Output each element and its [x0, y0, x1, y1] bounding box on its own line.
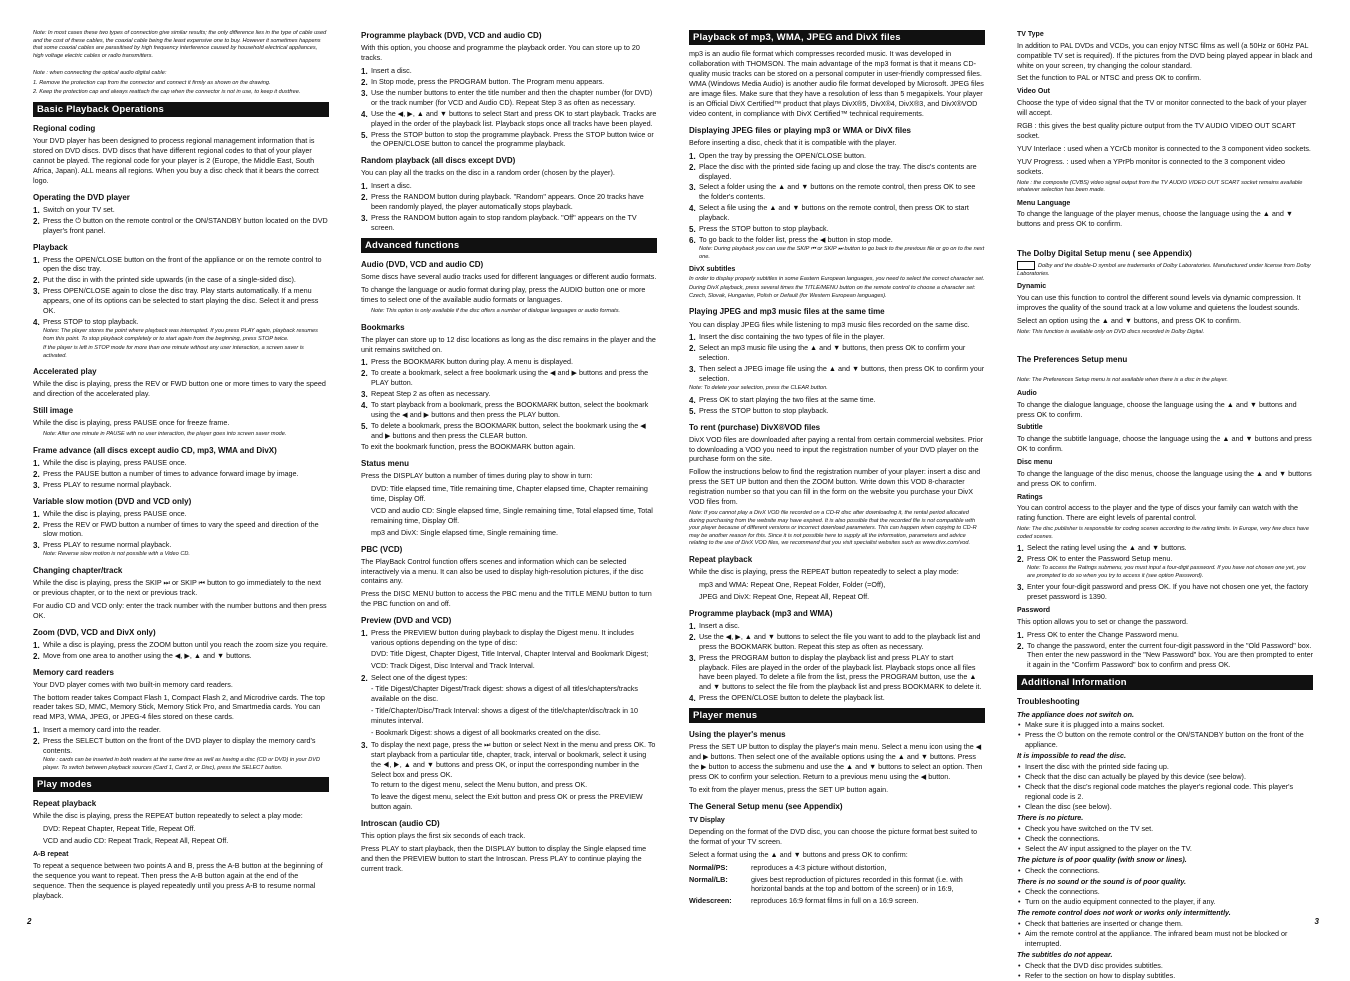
- list-item: 3. Use the number buttons to enter the title number and then the chapter number (for DVD) or the track number (for VCD and Audio CD). Repeat Step 3 as often as necessary.: [361, 88, 657, 108]
- solution: • Check that the disc's regional code matches the player's regional code. This player's regional code is 2.: [1017, 782, 1313, 802]
- list-item: 1. While a disc is playing, press the ZOOM button until you reach the zoom size you require.: [33, 640, 329, 650]
- tv-format-key: Widescreen:: [689, 896, 732, 906]
- list-item: 3. Press the PROGRAM button to display the playback list and press PLAY to start playback. Files are played in the order of the playback list. Playback stops once all files have been played. To delete a file from the list, press the PROGRAM button, use the ▲ and ▼ buttons to select the file from the playback list and press BOOKMARK to delete it.: [689, 653, 985, 693]
- heading-tv-type: TV Type: [1017, 31, 1044, 38]
- tv-format-value: reproduces a 4:3 picture without distortion,: [751, 862, 887, 872]
- heading-bookmarks: Bookmarks: [361, 322, 405, 332]
- solution: • Make sure it is plugged into a mains socket.: [1017, 720, 1313, 730]
- section-player-menus: Player menus: [689, 708, 985, 723]
- preview-type: - Title Digest/Chapter Digest/Track digest: shows a digest of all titles/chapters/tracks available on the disc.: [371, 684, 638, 703]
- heading-programme-mp3: Programme playback (mp3 and WMA): [689, 608, 833, 618]
- list-item: 1. Insert a disc.: [689, 621, 985, 631]
- heading-preferences: The Preferences Setup menu: [1017, 355, 1128, 365]
- list-item: 3. Press PLAY to resume normal playback.: [33, 480, 329, 490]
- note: Note: This function is available only on DVD discs recorded in Dolby Digital.: [1017, 328, 1205, 335]
- note: Note: To access the Ratings submenu, you must input a four-digit password. If you have not chosen one yet, you are prompted to do so when you try to access it (see option Password).: [1027, 565, 1306, 579]
- heading-disc-menu: Disc menu: [1017, 459, 1053, 467]
- heading-dolby: The Dolby Digital Setup menu ( see Appendix): [1017, 249, 1192, 259]
- para-using: To exit from the player menus, press the SET UP button again.: [689, 785, 889, 795]
- list-item: 1. Insert the disc containing the two types of file in the player.: [689, 332, 985, 342]
- para-password: This option allows you to set or change the password.: [1017, 616, 1188, 626]
- heading-ratings: Ratings: [1017, 493, 1043, 501]
- para-still: While the disc is playing, press PAUSE once for freeze frame.: [33, 418, 230, 428]
- status-vcd: VCD and audio CD: Single elapsed time, Single remaining time, Total elapsed time, Total remaining time, Display Off.: [371, 505, 653, 525]
- list-item: 4. Use the ◀, ▶, ▲ and ▼ buttons to select Start and press OK to start playback. Tracks are played in the order of the playback list. Playback stops once all tracks have been played.: [361, 109, 657, 129]
- para-ab-repeat: To repeat a sequence between two points A and B, press the A-B button at the beginning of the sequence you want to repeat. Then press the A-B button again at the end of the sequence. Then the sequence is played repeatedly until you press A-B to resume normal playback.: [33, 860, 323, 900]
- heading-rent: To rent (purchase) DivX®VOD files: [689, 422, 821, 432]
- problem: The remote control does not work or works only intermittently.: [1017, 908, 1231, 918]
- heading-menu-language: Menu Language: [1017, 199, 1071, 207]
- list-item: 4. Press STOP to stop playback.: [33, 317, 329, 327]
- heading-troubleshooting: Troubleshooting: [1017, 697, 1080, 707]
- repeat-vcd: VCD and audio CD: Repeat Track, Repeat All, Repeat Off.: [43, 836, 229, 846]
- para-rgb: RGB : this gives the best quality picture output from the TV AUDIO VIDEO OUT SCART socket.: [1017, 120, 1296, 140]
- para-bookmark-exit: To exit the bookmark function, press the BOOKMARK button again.: [361, 441, 576, 451]
- heading-subtitle: Subtitle: [1017, 424, 1043, 432]
- para-status: Press the DISPLAY button a number of times during play to show in turn:: [361, 470, 593, 480]
- heading-random: Random playback (all discs except DVD): [361, 156, 516, 166]
- para-pbc: Press the DISC MENU button to access the PBC menu and the TITLE MENU button to turn the PBC function on and off.: [361, 589, 652, 609]
- list-item: 3. Press PLAY to resume normal playback.: [33, 540, 329, 550]
- problem: It is impossible to read the disc.: [1017, 751, 1127, 761]
- column-2: [361, 30, 657, 877]
- solution: • Turn on the audio equipment connected to the player, if any.: [1017, 897, 1313, 907]
- para-tv-display: Depending on the format of the DVD disc, you can choose the picture format best suited to the format of your TV screen.: [689, 826, 978, 846]
- solution: • Refer to the section on how to display subtitles.: [1017, 971, 1313, 981]
- para-chapter: While the disc is playing, press the SKIP ⏭ or SKIP ⏮ button to go immediately to the next or previous chapter, or to the next or previous track.: [33, 577, 321, 597]
- para-audio: To change the language or audio format during play, press the AUDIO button one or more times to select one of the available audio formats or languages.: [361, 285, 646, 305]
- preview-return: To return to the digest menu, select the Menu button, and press OK.: [371, 780, 588, 790]
- list-item: 2. Press the REV or FWD button a number of times to vary the speed and direction of the slow motion.: [33, 520, 329, 540]
- para-pbc: The PlayBack Control function offers scenes and information which can be selected interactively via a menu. It can also be used to display high-resolution pictures, if the disc contains any.: [361, 556, 644, 586]
- list-item: 1. While the disc is playing, press PAUSE once.: [33, 509, 329, 519]
- solution: • Check that batteries are inserted or change them.: [1017, 919, 1313, 929]
- list-item: 4. Press OK to start playing the two files at the same time.: [689, 395, 985, 405]
- para-tv-display: Select a format using the ▲ and ▼ buttons and press OK to confirm:: [689, 849, 908, 859]
- para-ratings: You can control access to the player and the type of discs your family can watch with the rating function. There are eight levels of parental control.: [1017, 503, 1298, 523]
- para-repeat: While the disc is playing, press the REPEAT button repeatedly to select a play mode:: [33, 811, 303, 821]
- list-item: 1. Open the tray by pressing the OPEN/CLOSE button.: [689, 151, 985, 161]
- heading-audio: Audio (DVD, VCD and audio CD): [361, 260, 484, 270]
- problem: The picture is of poor quality (with snow or lines).: [1017, 854, 1187, 864]
- heading-accelerated: Accelerated play: [33, 367, 97, 377]
- list-item: 1. Insert a memory card into the reader.: [33, 725, 329, 735]
- para-using: Press the SET UP button to display the player's main menu. Select a menu icon using the ◀ and ▶ buttons. Then select one of the available options using the ▲ and ▼ buttons. Press the ▶ button to access the submenu and use the ▲ and ▼ buttons to select an option. Then press OK to confirm your selection. Return to a previous menu using the ◀ button.: [689, 742, 983, 782]
- note: During DivX playback, press several times the TITLE/MENU button on the remote control to choose a character set: Czech, Slovak, Hungarian, Polish or Default (for Western European languages).: [689, 285, 976, 299]
- optical-step: 2. Keep the protection cap and always reattach the cap when the connector is not in use, to keep it dustfree.: [33, 89, 301, 96]
- heading-tv-display: TV Display: [689, 817, 725, 825]
- heading-status: Status menu: [361, 458, 410, 468]
- para-memory: Your DVD player comes with two built-in memory card readers.: [33, 679, 233, 689]
- repeat-mp3: mp3 and WMA: Repeat One, Repeat Folder, Folder (=Off),: [699, 579, 886, 589]
- solution: • Check the connections.: [1017, 887, 1313, 897]
- para-repeat-mp3: While the disc is playing, press the REPEAT button repeatedly to select a play mode:: [689, 566, 959, 576]
- para-accelerated: While the disc is playing, press the REV or FWD button one or more times to vary the speed and direction of the accelerated play.: [33, 379, 326, 399]
- list-item: 5. Press the STOP button to stop playback.: [689, 406, 985, 416]
- heading-jpeg: Displaying JPEG files or playing mp3 or WMA or DivX files: [689, 125, 911, 135]
- list-item: 2. Press OK to enter the Password Setup menu.: [1017, 554, 1313, 564]
- note: In order to display properly subtitles in some Eastern European languages, you need to select the correct character set.: [689, 275, 985, 282]
- optical-step: 1. Remove the protection cap from the connector and connect it firmly as shown on the drawing.: [33, 79, 271, 86]
- heading-audio-pref: Audio: [1017, 389, 1037, 397]
- solution: • Press the ⏻ button on the remote control or the ON/STANDBY button on the front of the appliance.: [1017, 730, 1313, 750]
- heading-frame-advance: Frame advance (all discs except audio CD, mp3, WMA and DivX): [33, 445, 277, 455]
- note: Notes: The player stores the point where playback was interrupted. If you press PLAY again, playback resumes from this point. To stop playback completely or to start again from the beginning, press STOP twice.: [43, 328, 318, 342]
- list-item: 2. Use the ◀, ▶, ▲ and ▼ buttons to select the file you want to add to the playback list and press the BOOKMARK button. Repeat this step as often as necessary.: [689, 632, 985, 652]
- para-memory: The bottom reader takes Compact Flash 1, Compact Flash 2, and Microdrive cards. The top reader takes SD, MMC, Memory Stick, Memory Stick Pro, and Smartmedia cards. You can read MP3, WMA, JPEG, or JPEG-4 files stored on these cards.: [33, 692, 325, 722]
- para-random: You can play all the tracks on the disc in a random order (chosen by the player).: [361, 168, 615, 178]
- preview-vcd: VCD: Track Digest, Disc Interval and Track Interval.: [371, 661, 535, 671]
- column-4: [1017, 30, 1313, 981]
- list-item: 4. To start playback from a bookmark, press the BOOKMARK button, select the bookmark using the ◀ and ▶ buttons and then press the PLAY button.: [361, 400, 657, 420]
- note: Note : cards can be inserted in both readers at the same time as well as having a disc (CD or DVD) in your DVD player. To switch between playback sources (Card 1, Card 2, or Disc), press the SELECT button.: [43, 757, 321, 771]
- note: If the player is left in STOP mode for more than one minute without any user interaction, a screen saver is activated.: [43, 345, 304, 359]
- note: Note: This option is only available if the disc offers a number of dialogue languages or audio formats.: [371, 308, 621, 315]
- note: Note: The Preferences Setup menu is not available when there is a disc in the player.: [1017, 377, 1228, 384]
- list-item: 2. Put the disc in with the printed side upwards (in the case of a single-sided disc).: [33, 275, 329, 285]
- note: Note: After one minute in PAUSE with no user interaction, the player goes into screen saver mode.: [43, 431, 287, 438]
- list-item: 1. Press the BOOKMARK button during play. A menu is displayed.: [361, 357, 657, 367]
- para-chapter: For audio CD and VCD only: enter the track number with the number buttons and then press OK.: [33, 600, 327, 620]
- list-item: 1. Press the OPEN/CLOSE button on the front of the appliance or on the remote control to open the disc tray.: [33, 255, 329, 275]
- list-item: 5. Press the STOP button to stop the programme playback. Press the STOP button twice or the OPEN/CLOSE button to cancel the programme playback.: [361, 130, 657, 150]
- para-video-out: Choose the type of video signal that the TV or monitor connected to the back of your player will accept.: [1017, 98, 1307, 117]
- heading-repeat-mp3: Repeat playback: [689, 554, 753, 564]
- heading-ab-repeat: A-B repeat: [33, 851, 69, 859]
- solution: • Insert the disc with the printed side facing up.: [1017, 762, 1313, 772]
- para-dynamic: Select an option using the ▲ and ▼ buttons, and press OK to confirm.: [1017, 315, 1241, 325]
- heading-general-setup: The General Setup menu (see Appendix): [689, 802, 843, 812]
- page-number-right: 3: [1314, 917, 1319, 926]
- para-rent: DivX VOD files are downloaded after paying a rental from certain commercial websites. Prior to downloading a VOD you need to input the registration number of your DVD player on the purchase form on the site.: [689, 434, 984, 464]
- heading-using-menus: Using the player's menus: [689, 730, 786, 740]
- preview-leave: To leave the digest menu, select the Exit button and press OK or press the PREVIEW button again.: [371, 792, 643, 812]
- tv-format-value: reproduces 16:9 format films in full on a 16:9 screen.: [751, 896, 919, 906]
- problem: The subtitles do not appear.: [1017, 950, 1113, 960]
- page-number-left: 2: [27, 917, 32, 926]
- list-item: 1. Insert a disc.: [361, 66, 657, 76]
- para-regional: Your DVD player has been designed to process regional management information that is stored on DVD discs. DVD discs that have different regional codes to that of your player cannot be played. The regional code for your player is 2 (Europe, the Middle East, South Africa, Japan). ALL means all regions. When you buy a disc check that it bears the correct logo.: [33, 135, 319, 185]
- para-bookmarks: The player can store up to 12 disc locations as long as the disc remains in the player and the unit remains switched on.: [361, 334, 656, 354]
- note: Note : the composite (CVBS) video signal output from the TV AUDIO VIDEO OUT SCART socket remains available whatever selection has been made.: [1017, 179, 1303, 194]
- heading-slow-motion: Variable slow motion (DVD and VCD only): [33, 496, 192, 506]
- list-item: 1. Switch on your TV set.: [33, 205, 329, 215]
- solution: • Clean the disc (see below).: [1017, 802, 1313, 812]
- list-item: 4. Press the OPEN/CLOSE button to delete the playback list.: [689, 693, 985, 703]
- list-item: 1. Press OK to enter the Change Password menu.: [1017, 630, 1313, 640]
- para-menu-language: To change the language of the player menus, choose the language using the ▲ and ▼ buttons and press OK to confirm.: [1017, 209, 1293, 229]
- intro-note: Note: In most cases these two types of connection give similar results; the only difference lies in the type of cable used and the cost of these cables, the coaxial cable being the least expensive one to buy. However it sometimes happens that some coaxial cables are parasitised by high frequency interference caused by household electrical appliances, high voltage electric cables or radio transmitters.: [33, 30, 327, 59]
- para-programme: With this option, you choose and programme the playback order. You can store up to 20 tracks.: [361, 43, 640, 62]
- status-dvd: DVD: Title elapsed time, Title remaining time, Chapter elapsed time, Chapter remaining time, Display Off.: [371, 483, 648, 503]
- note: Note: The disc publisher is responsible for coding scenes according to the rating limits. In Europe, very few discs have coded scenes.: [1017, 526, 1309, 540]
- problem: There is no picture.: [1017, 812, 1084, 822]
- solution: • Check that the DVD disc provides subtitles.: [1017, 961, 1313, 971]
- para-audio: Some discs have several audio tracks used for different languages or different audio formats.: [361, 272, 657, 282]
- tv-format-key: Normal/LB:: [689, 874, 728, 884]
- heading-jpeg-mp3: Playing JPEG and mp3 music files at the same time: [689, 307, 885, 317]
- section-additional: Additional Information: [1017, 675, 1313, 690]
- status-mp3: mp3 and DivX: Single elapsed time, Single remaining time.: [371, 527, 558, 537]
- column-3: [689, 30, 985, 908]
- preview-dvd: DVD: Title Digest, Chapter Digest, Title Interval, Chapter Interval and Bookmark Digest;: [371, 649, 649, 659]
- list-item: 6. To go back to the folder list, press the ◀ button in stop mode.: [689, 235, 985, 245]
- list-item: 3. Then select a JPEG image file using the ▲ and ▼ buttons, then press OK to confirm your selection.: [689, 364, 985, 384]
- heading-regional: Regional coding: [33, 123, 96, 133]
- dolby-logo-icon: [1017, 261, 1035, 270]
- section-play-modes: Play modes: [33, 777, 329, 792]
- optical-note: Note : when connecting the optical audio digital cable:: [33, 70, 167, 77]
- tv-format-row: [689, 896, 985, 906]
- list-item: 3. Select a folder using the ▲ and ▼ buttons on the remote control, then press OK to see the folder's contents.: [689, 182, 985, 202]
- problem: The appliance does not switch on.: [1017, 709, 1135, 719]
- tv-format-key: Normal/PS:: [689, 862, 728, 872]
- heading-preview: Preview (DVD and VCD): [361, 616, 452, 626]
- para-tv-type: In addition to PAL DVDs and VCDs, you can enjoy NTSC films as well (a 50Hz or 60Hz PAL compatible TV set is required). If the pictures from the DVD being played appear in black and white on your screen, try changing the colour standard.: [1017, 40, 1313, 70]
- heading-programme: Programme playback (DVD, VCD and audio CD): [361, 31, 542, 40]
- para-mp3: mp3 is an audio file format which compresses recorded music. It was developed in collaboration with THOMSON. The main advantage of the mp3 format is that it means CD-quality music tracks can be stored on a personal computer in user-friendly compressed files. WMA (Windows Media Audio) is another audio file format developed by Microsoft. JPEG files are image files. Make sure that they have a resolution of less than 5 megapixels. Your player is an Official DivX Certified™ product that plays DivX®5, DivX®4, DivX®3, and DivX®VOD video content, in compliance with DivX Certified™ technical requirements.: [689, 49, 984, 118]
- para-introscan: This option plays the first six seconds of each track.: [361, 831, 526, 841]
- para-jpeg: Before inserting a disc, check that it is compatible with the player.: [689, 137, 897, 147]
- list-item: 3. Press the RANDOM button again to stop random playback. "Off" appears on the TV screen.: [361, 213, 657, 233]
- column-1: [33, 30, 329, 904]
- list-item: 3. Press OPEN/CLOSE again to close the disc tray. Play starts automatically. If a menu appears, one of its options can be selected to start playing the disc. Select it and press OK.: [33, 286, 329, 316]
- solution: • Select the AV input assigned to the player on the TV.: [1017, 844, 1313, 854]
- heading-zoom: Zoom (DVD, VCD and DivX only): [33, 627, 156, 637]
- list-item: 3. Enter your four-digit password and press OK. If you have not chosen one yet, the factory preset password is 1390.: [1017, 582, 1313, 602]
- tv-format-row: [689, 863, 985, 873]
- list-item: 2. Press the PAUSE button a number of times to advance forward image by image.: [33, 469, 329, 479]
- heading-still: Still image: [33, 406, 74, 416]
- note: Note: If you cannot play a DivX VOD file recorded on a CD-R disc after downloading it, the rental period allocated during purchasing from the website may have expired. It is also possible that the recorded file is not compatible with your player because of different versions or incorrect download parameters. This can happen when copying to CD-R may be another reason for this. Since it is not possible here to supply all the information, parameters and advice relating to the use of DivX VOD files, we recommend that you visit specialist websites such as www.divx.com/vod.: [689, 510, 977, 547]
- solution: • Check that the disc can actually be played by this device (see below).: [1017, 772, 1313, 782]
- list-item: 5. Press the STOP button to stop playback.: [689, 224, 985, 234]
- list-item: 3. Repeat Step 2 as often as necessary.: [361, 389, 657, 399]
- heading-pbc: PBC (VCD): [361, 544, 403, 554]
- list-item: 1. Select the rating level using the ▲ and ▼ buttons.: [1017, 543, 1313, 553]
- list-item: 4. Select a file using the ▲ and ▼ buttons on the remote control, then press OK to start playback.: [689, 203, 985, 223]
- repeat-dvd: DVD: Repeat Chapter, Repeat Title, Repeat Off.: [43, 824, 196, 834]
- para-rent: Follow the instructions below to find the registration number of your player: insert a disc and press the SET UP button and then the ZOOM button. Write down this VOD 8-character registration number so that you can fill in the form on the website you purchase your DivX VOD files from.: [689, 467, 981, 507]
- heading-introscan: Introscan (audio CD): [361, 819, 440, 829]
- list-item: 1. Insert a disc.: [361, 181, 657, 191]
- solution: • Check the connections.: [1017, 834, 1313, 844]
- repeat-jpeg: JPEG and DivX: Repeat One, Repeat All, Repeat Off.: [699, 591, 870, 601]
- solution: • Check the connections.: [1017, 866, 1313, 876]
- para-introscan: Press PLAY to start playback, then the DISPLAY button to display the Single elapsed time and then the PREVIEW button to start the Introscan. Press PLAY to continue playing the current track.: [361, 844, 647, 874]
- solution: • Aim the remote control at the appliance. The infrared beam must not be blocked or interrupted.: [1017, 929, 1313, 949]
- heading-divx-subtitles: DivX subtitles: [689, 266, 736, 274]
- section-advanced: Advanced functions: [361, 238, 657, 253]
- list-item: 2. Place the disc with the printed side facing up and close the tray. The disc's contents are displayed.: [689, 162, 985, 182]
- note: Note: During playback you can use the SKIP ⏮ or SKIP ⏭ button to go back to the previous file or go on to the next one.: [699, 246, 985, 260]
- heading-playback: Playback: [33, 242, 68, 252]
- list-item: 5. To delete a bookmark, press the BOOKMARK button, select the bookmark using the ◀ and ▶ buttons and then press the CLEAR button.: [361, 421, 657, 441]
- list-item: 2. To create a bookmark, select a free bookmark using the ◀ and ▶ buttons and press the PLAY button.: [361, 368, 657, 388]
- para-yuv-interlace: YUV Interlace : used when a YCrCb monitor is connected to the 3 component video sockets.: [1017, 143, 1311, 153]
- para-disc-menu: To change the language of the disc menus, choose the language using the ▲ and ▼ buttons and press OK to confirm.: [1017, 468, 1312, 488]
- heading-dynamic: Dynamic: [1017, 283, 1047, 291]
- heading-chapter: Changing chapter/track: [33, 565, 123, 575]
- note: Note: To delete your selection, press the CLEAR button.: [689, 385, 828, 392]
- para-tv-type: Set the function to PAL or NTSC and press OK to confirm.: [1017, 73, 1202, 83]
- list-item: 2. In Stop mode, press the PROGRAM button. The Program menu appears.: [361, 77, 657, 87]
- heading-password: Password: [1017, 607, 1051, 615]
- list-item: 3. To display the next page, press the ⏭ button or select Next in the menu and press OK. To start playback from a particular title, chapter, track, interval or bookmark, select it using the ◀, ▶, ▲ and ▼ buttons and press OK, or input the corresponding number in the Select box and press OK.: [361, 740, 657, 780]
- para-jpeg-mp3: You can display JPEG files while listening to mp3 music files recorded on the same disc.: [689, 319, 970, 329]
- list-item: 2. Press the SELECT button on the front of the DVD player to display the memory card's contents.: [33, 736, 329, 756]
- tv-format-row: [689, 875, 985, 895]
- dolby-note: Dolby and the double-D symbol are trademarks of Dolby Laboratories. Manufactured under license from Dolby Laboratories.: [1017, 263, 1311, 277]
- list-item: 2. Press the ⏻ button on the remote control or the ON/STANDBY button located on the DVD player's front panel.: [33, 216, 329, 236]
- list-item: 2. Press the RANDOM button during playback. "Random" appears. Once 20 tracks have been randomly played, the player automatically stops playback.: [361, 192, 657, 212]
- para-subtitle: To change the subtitle language, choose the language using the ▲ and ▼ buttons and press OK to confirm.: [1017, 434, 1312, 454]
- list-item: 2. Select an mp3 music file using the ▲ and ▼ buttons, then press OK to confirm your selection.: [689, 343, 985, 363]
- note: Note: Reverse slow motion is not possible with a Video CD.: [43, 551, 190, 558]
- heading-memory: Memory card readers: [33, 667, 114, 677]
- heading-repeat: Repeat playback: [33, 799, 97, 809]
- list-item: 2. Move from one area to another using the ◀, ▶, ▲ and ▼ buttons.: [33, 651, 329, 661]
- para-yuv-progress: YUV Progress. : used when a YPrPb monitor is connected to the 3 component video sockets.: [1017, 156, 1285, 176]
- solution: • Check you have switched on the TV set.: [1017, 824, 1313, 834]
- para-dynamic: You can use this function to control the different sound levels via dynamic compression. It improves the quality of the sound track at a low volume and quietens the loudest sounds.: [1017, 293, 1301, 312]
- preview-type: - Title/Chapter/Disc/Track Interval: shows a digest of the title/chapter/disc/track in 10 minutes interval.: [371, 705, 638, 725]
- list-item: 2. To change the password, enter the current four-digit password in the "Old Password" box. Then enter the new password in the "New Password" box. You are then prompted to enter it again in the "Confirm Password" box to confirm and press OK.: [1017, 641, 1313, 671]
- section-mp3-playback: Playback of mp3, WMA, JPEG and DivX files: [689, 30, 985, 45]
- list-item: 1. While the disc is playing, press PAUSE once.: [33, 458, 329, 468]
- problem: There is no sound or the sound is of poor quality.: [1017, 876, 1187, 886]
- section-basic-playback: Basic Playback Operations: [33, 102, 329, 117]
- preview-type: - Bookmark Digest: shows a digest of all bookmarks created on the disc.: [371, 727, 601, 737]
- heading-operating: Operating the DVD player: [33, 192, 130, 202]
- heading-video-out: Video Out: [1017, 88, 1050, 96]
- list-item: 2. Select one of the digest types:: [361, 673, 657, 683]
- tv-format-value: gives best reproduction of pictures recorded in this format (i.e. with horizontal bands at the top and bottom of the screen) or in 16:9,: [751, 874, 963, 894]
- para-audio-pref: To change the dialogue language, choose the language using the ▲ and ▼ buttons and press OK to confirm.: [1017, 399, 1297, 419]
- list-item: 1. Press the PREVIEW button during playback to display the Digest menu. It includes various options depending on the type of disc:: [361, 628, 657, 648]
